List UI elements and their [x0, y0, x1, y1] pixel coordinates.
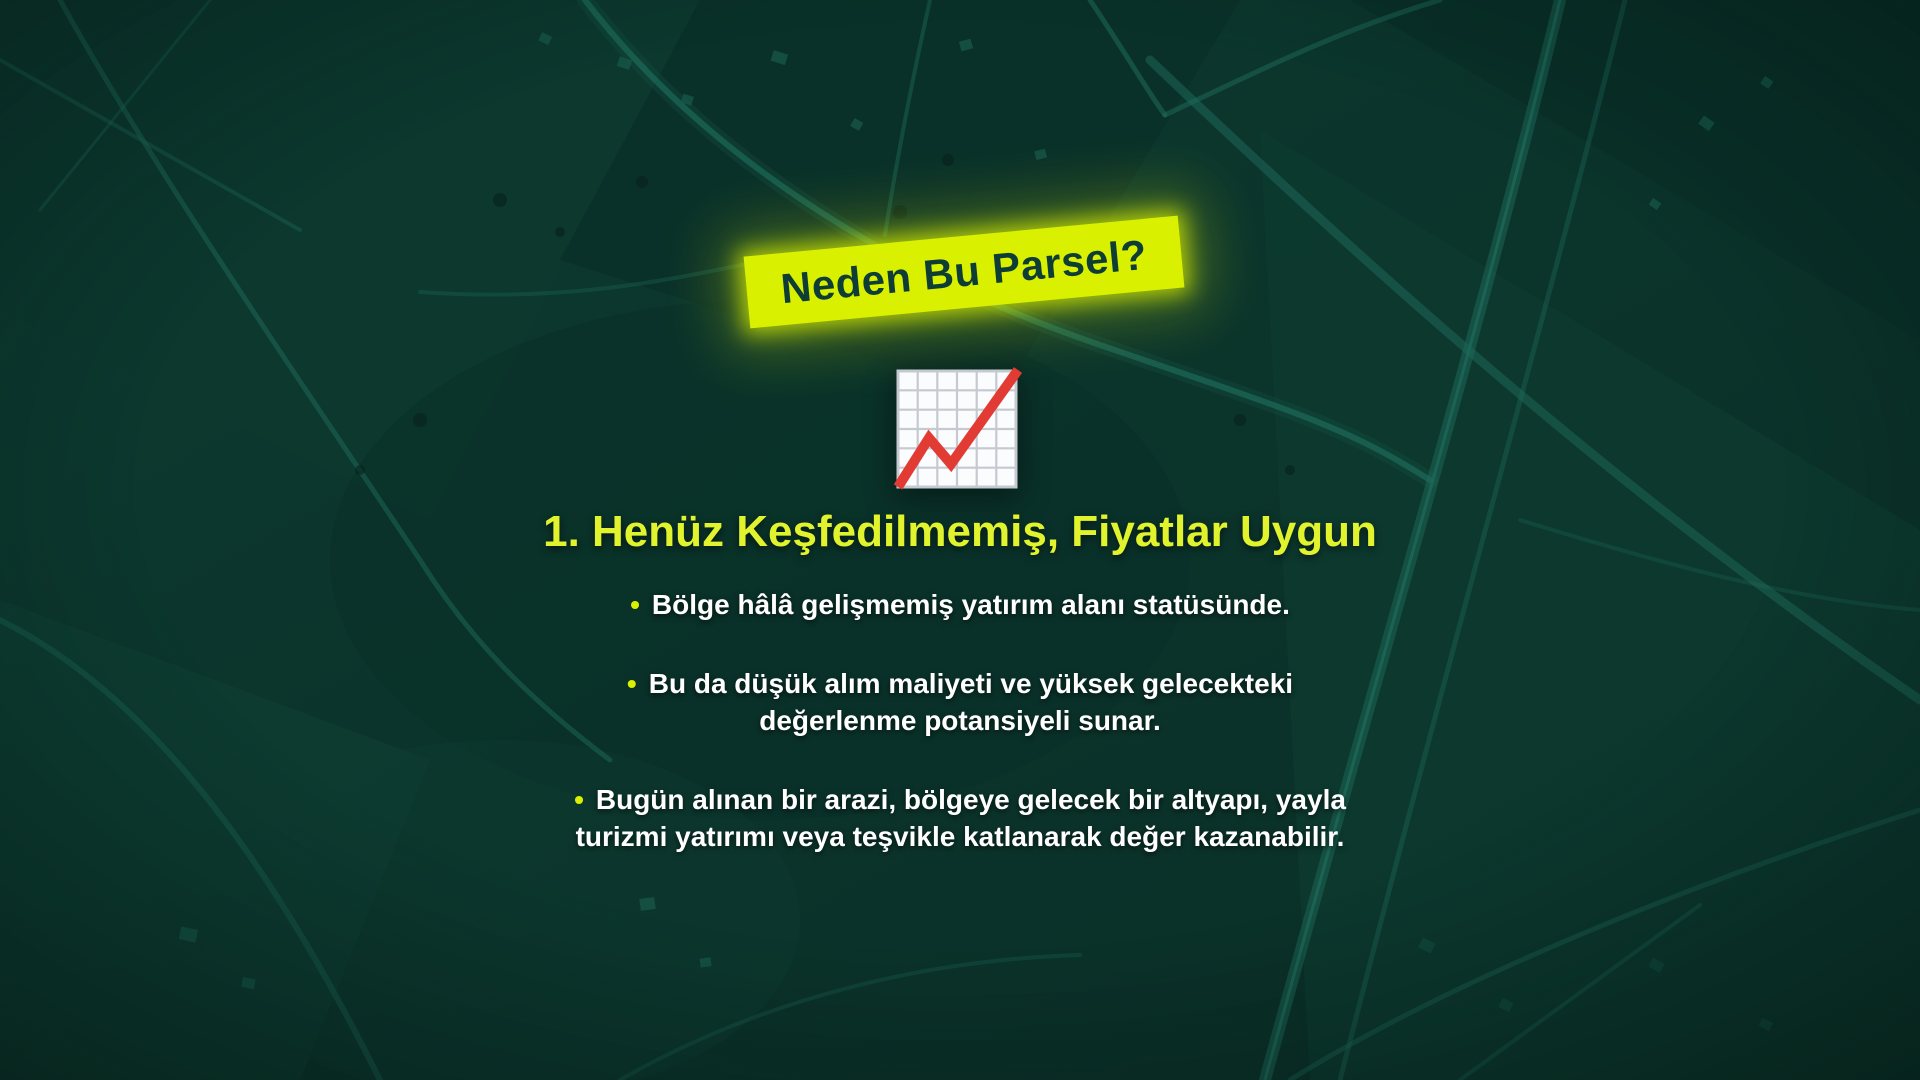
bullet-list	[0, 586, 1920, 897]
section-heading: 1. Henüz Keşfedilmemiş, Fiyatlar Uygun	[543, 507, 1377, 556]
list-item	[0, 665, 1920, 739]
bullet-text: değerlenme potansiyeli sunar.	[759, 705, 1161, 736]
bullet-text: Bu da düşük alım maliyeti ve yüksek gelecekteki	[648, 668, 1294, 699]
bullet-marker: •	[630, 589, 640, 620]
bullet-text: Bölge hâlâ gelişmemiş yatırım alanı statüsünde.	[651, 589, 1290, 620]
list-item	[0, 781, 1920, 855]
list-item	[0, 586, 1920, 623]
bullet-text: Bugün alınan bir arazi, bölgeye gelecek bir altyapı, yayla	[595, 784, 1346, 815]
bullet-marker: •	[574, 784, 584, 815]
banner-label: Neden Bu Parsel?	[778, 230, 1150, 313]
chart-increasing-icon	[894, 367, 1022, 493]
bullet-text: turizmi yatırımı veya teşvikle katlanarak değer kazanabilir.	[575, 821, 1345, 852]
bullet-marker: •	[626, 668, 637, 699]
